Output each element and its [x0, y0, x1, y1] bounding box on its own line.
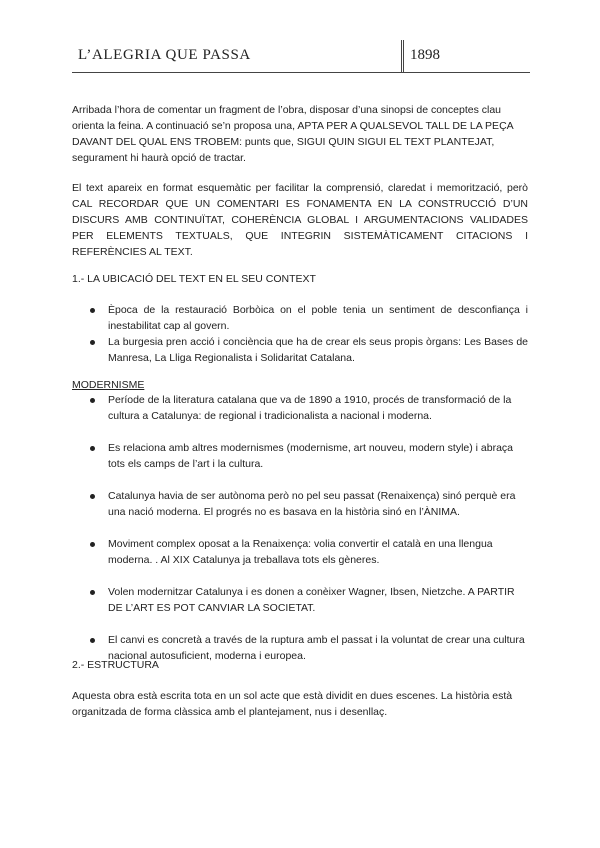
list-item: Període de la literatura catalana que va de 1890 a 1910, procés de transformació de la cultura a Catalunya: de regional i tradicionalista a nacional i moderna.	[90, 392, 528, 424]
modernisme-list	[90, 392, 528, 680]
structure-paragraph: Aquesta obra està escrita tota en un sol acte que està dividit en dues escenes. La història està organitzada de forma clàssica amb el plantejament, nus i desenllaç.	[72, 690, 513, 718]
list-item: El canvi es concretà a través de la ruptura amb el passat i la voluntat de crear una cultura nacional autosuficient, moderna i europea.	[90, 632, 528, 664]
section-1-heading: 1.- LA UBICACIÓ DEL TEXT EN EL SEU CONTEXT	[72, 273, 316, 285]
section-2-heading: 2.- ESTRUCTURA	[72, 659, 159, 671]
header-divider	[401, 40, 404, 72]
bullet-icon	[90, 590, 95, 595]
document-year: 1898	[410, 47, 440, 63]
list-item: Època de la restauració Borbòica on el poble tenia un sentiment de desconfiança i inestabilitat cap al govern.	[90, 302, 528, 334]
bullet-icon	[90, 308, 95, 313]
intro-paragraph-2: El text apareix en format esquemàtic per facilitar la comprensió, claredat i memorització, però CAL RECORDAR QUE UN COMENTARI ES FONAMENTA EN LA CONSTRUCCIÓ D’UN DISCURS AMB CONTINUÏTAT, COHERÈNCIA GLOBAL I ARGUMENTACIONS VALIDADES PER ELEMENTS TEXTUALS, QUE INTEGRIN SISTEMÀTICAMENT CITACIONS I REFERÈNCIES AL TEXT.	[72, 182, 528, 258]
list-item: Catalunya havia de ser autònoma però no pel seu passat (Renaixença) sinó perquè era una nació moderna. El progrés no es basava en la història sinó en l’ÀNIMA.	[90, 488, 528, 520]
bullet-icon	[90, 494, 95, 499]
bullet-icon	[90, 446, 95, 451]
document-title: L’ALEGRIA QUE PASSA	[78, 47, 251, 63]
bullet-icon	[90, 638, 95, 643]
modernisme-heading: MODERNISME	[72, 379, 145, 391]
bullet-icon	[90, 542, 95, 547]
intro-paragraph-1: Arribada l’hora de comentar un fragment de l’obra, disposar d’una sinopsi de conceptes clau orienta la feina. A continuació se’n proposa una, APTA PER A QUALSEVOL TALL DE LA PEÇA DAVANT DEL QUAL ENS TROBEM: punts que, SIGUI QUIN SIGUI EL TEXT PLANTEJAT, segurament hi haurà opció de tractar.	[72, 104, 514, 164]
list-item: Es relaciona amb altres modernismes (modernisme, art nouveu, modern style) i abraça tots els camps de l’art i la cultura.	[90, 440, 528, 472]
list-item: La burgesia pren acció i conciència que ha de crear els seus propis òrgans: Les Bases de Manresa, La Lliga Regionalista i Solidaritat Catalana.	[90, 334, 528, 366]
context-list	[90, 302, 528, 366]
bullet-icon	[90, 340, 95, 345]
bullet-icon	[90, 398, 95, 403]
page-header	[72, 40, 530, 73]
list-item: Moviment complex oposat a la Renaixença: volia convertir el català en una llengua moderna. . Al XIX Catalunya ja treballava tots els gèneres.	[90, 536, 528, 568]
list-item: Volen modernitzar Catalunya i es donen a conèixer Wagner, Ibsen, Nietzche. A PARTIR DE L’ART ES POT CANVIAR LA SOCIETAT.	[90, 584, 528, 616]
